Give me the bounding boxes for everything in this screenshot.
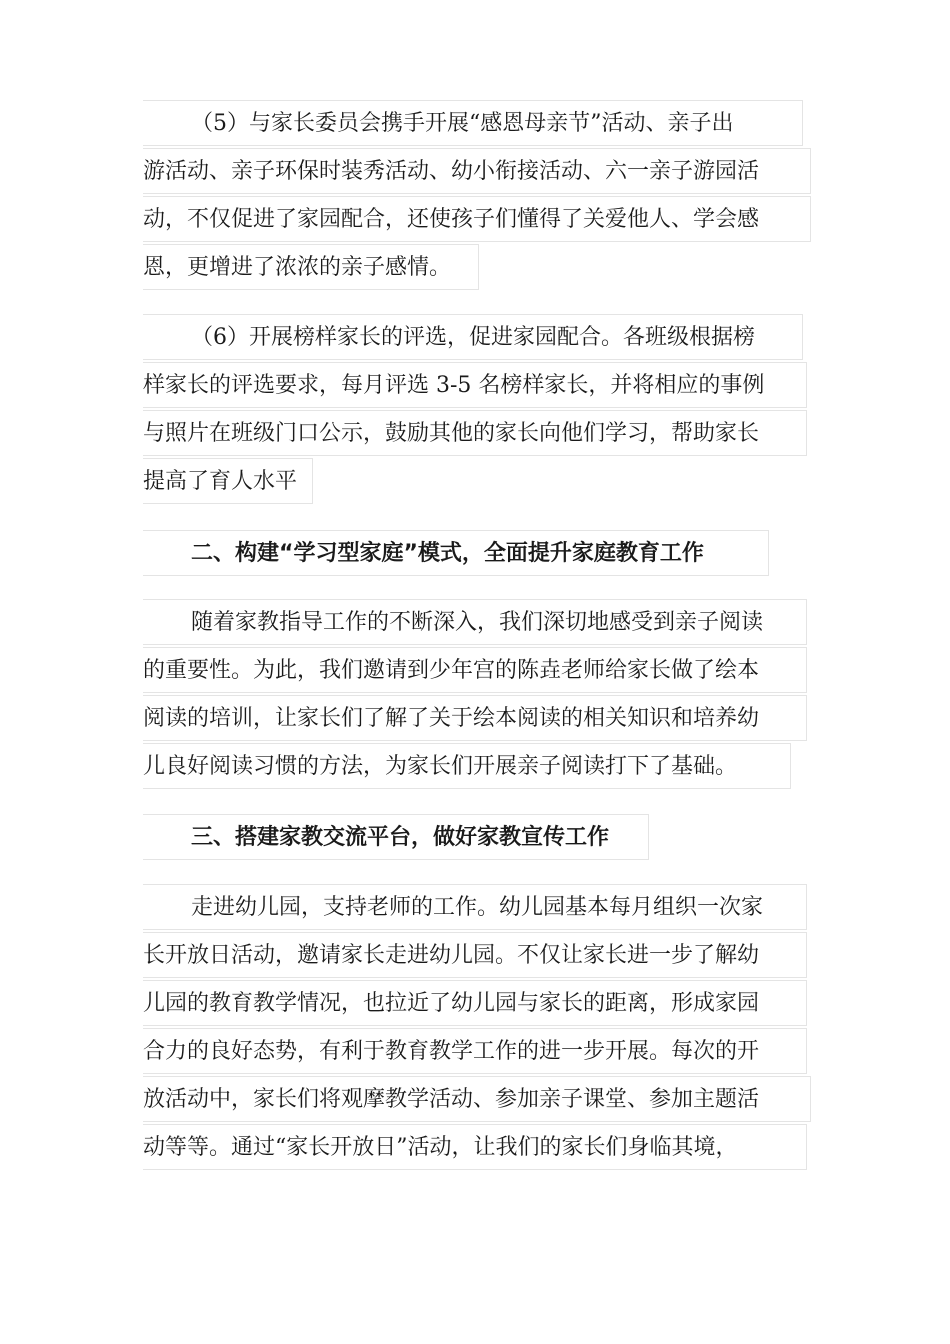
reading-paragraph-line-3: 阅读的培训，让家长们了解了关于绘本阅读的相关知识和培养幼 <box>143 695 807 741</box>
reading-paragraph-line-2: 的重要性。为此，我们邀请到少年宫的陈垚老师给家长做了绘本 <box>143 647 807 693</box>
reading-paragraph-line-1: 随着家教指导工作的不断深入，我们深切地感受到亲子阅读 <box>143 599 807 645</box>
open-day-paragraph-line-5: 放活动中，家长们将观摩教学活动、参加亲子课堂、参加主题活 <box>143 1076 811 1122</box>
open-day-paragraph-line-2: 长开放日活动，邀请家长走进幼儿园。不仅让家长进一步了解幼 <box>143 932 807 978</box>
section-heading-3: 三、搭建家教交流平台，做好家教宣传工作 <box>143 814 649 860</box>
paragraph-5-line-3: 动，不仅促进了家园配合，还使孩子们懂得了关爱他人、学会感 <box>143 196 811 242</box>
paragraph-5-line-4: 恩，更增进了浓浓的亲子感情。 <box>143 244 479 290</box>
open-day-paragraph-line-3: 儿园的教育教学情况，也拉近了幼儿园与家长的距离，形成家园 <box>143 980 807 1026</box>
open-day-paragraph-line-4: 合力的良好态势，有利于教育教学工作的进一步开展。每次的开 <box>143 1028 807 1074</box>
reading-paragraph-line-4: 儿良好阅读习惯的方法，为家长们开展亲子阅读打下了基础。 <box>143 743 791 789</box>
section-heading-2: 二、构建“学习型家庭”模式，全面提升家庭教育工作 <box>143 530 769 576</box>
paragraph-6-line-4: 提高了育人水平 <box>143 458 313 504</box>
paragraph-5-line-1: （5）与家长委员会携手开展“感恩母亲节”活动、亲子出 <box>143 100 803 146</box>
paragraph-6-line-3: 与照片在班级门口公示，鼓励其他的家长向他们学习，帮助家长 <box>143 410 807 456</box>
open-day-paragraph-line-6: 动等等。通过“家长开放日”活动，让我们的家长们身临其境， <box>143 1124 807 1170</box>
paragraph-6-line-1: （6）开展榜样家长的评选，促进家园配合。各班级根据榜 <box>143 314 803 360</box>
open-day-paragraph-line-1: 走进幼儿园，支持老师的工作。幼儿园基本每月组织一次家 <box>143 884 807 930</box>
paragraph-6-line-2: 样家长的评选要求，每月评选 3-5 名榜样家长，并将相应的事例 <box>143 362 807 408</box>
paragraph-5-line-2: 游活动、亲子环保时装秀活动、幼小衔接活动、六一亲子游园活 <box>143 148 811 194</box>
